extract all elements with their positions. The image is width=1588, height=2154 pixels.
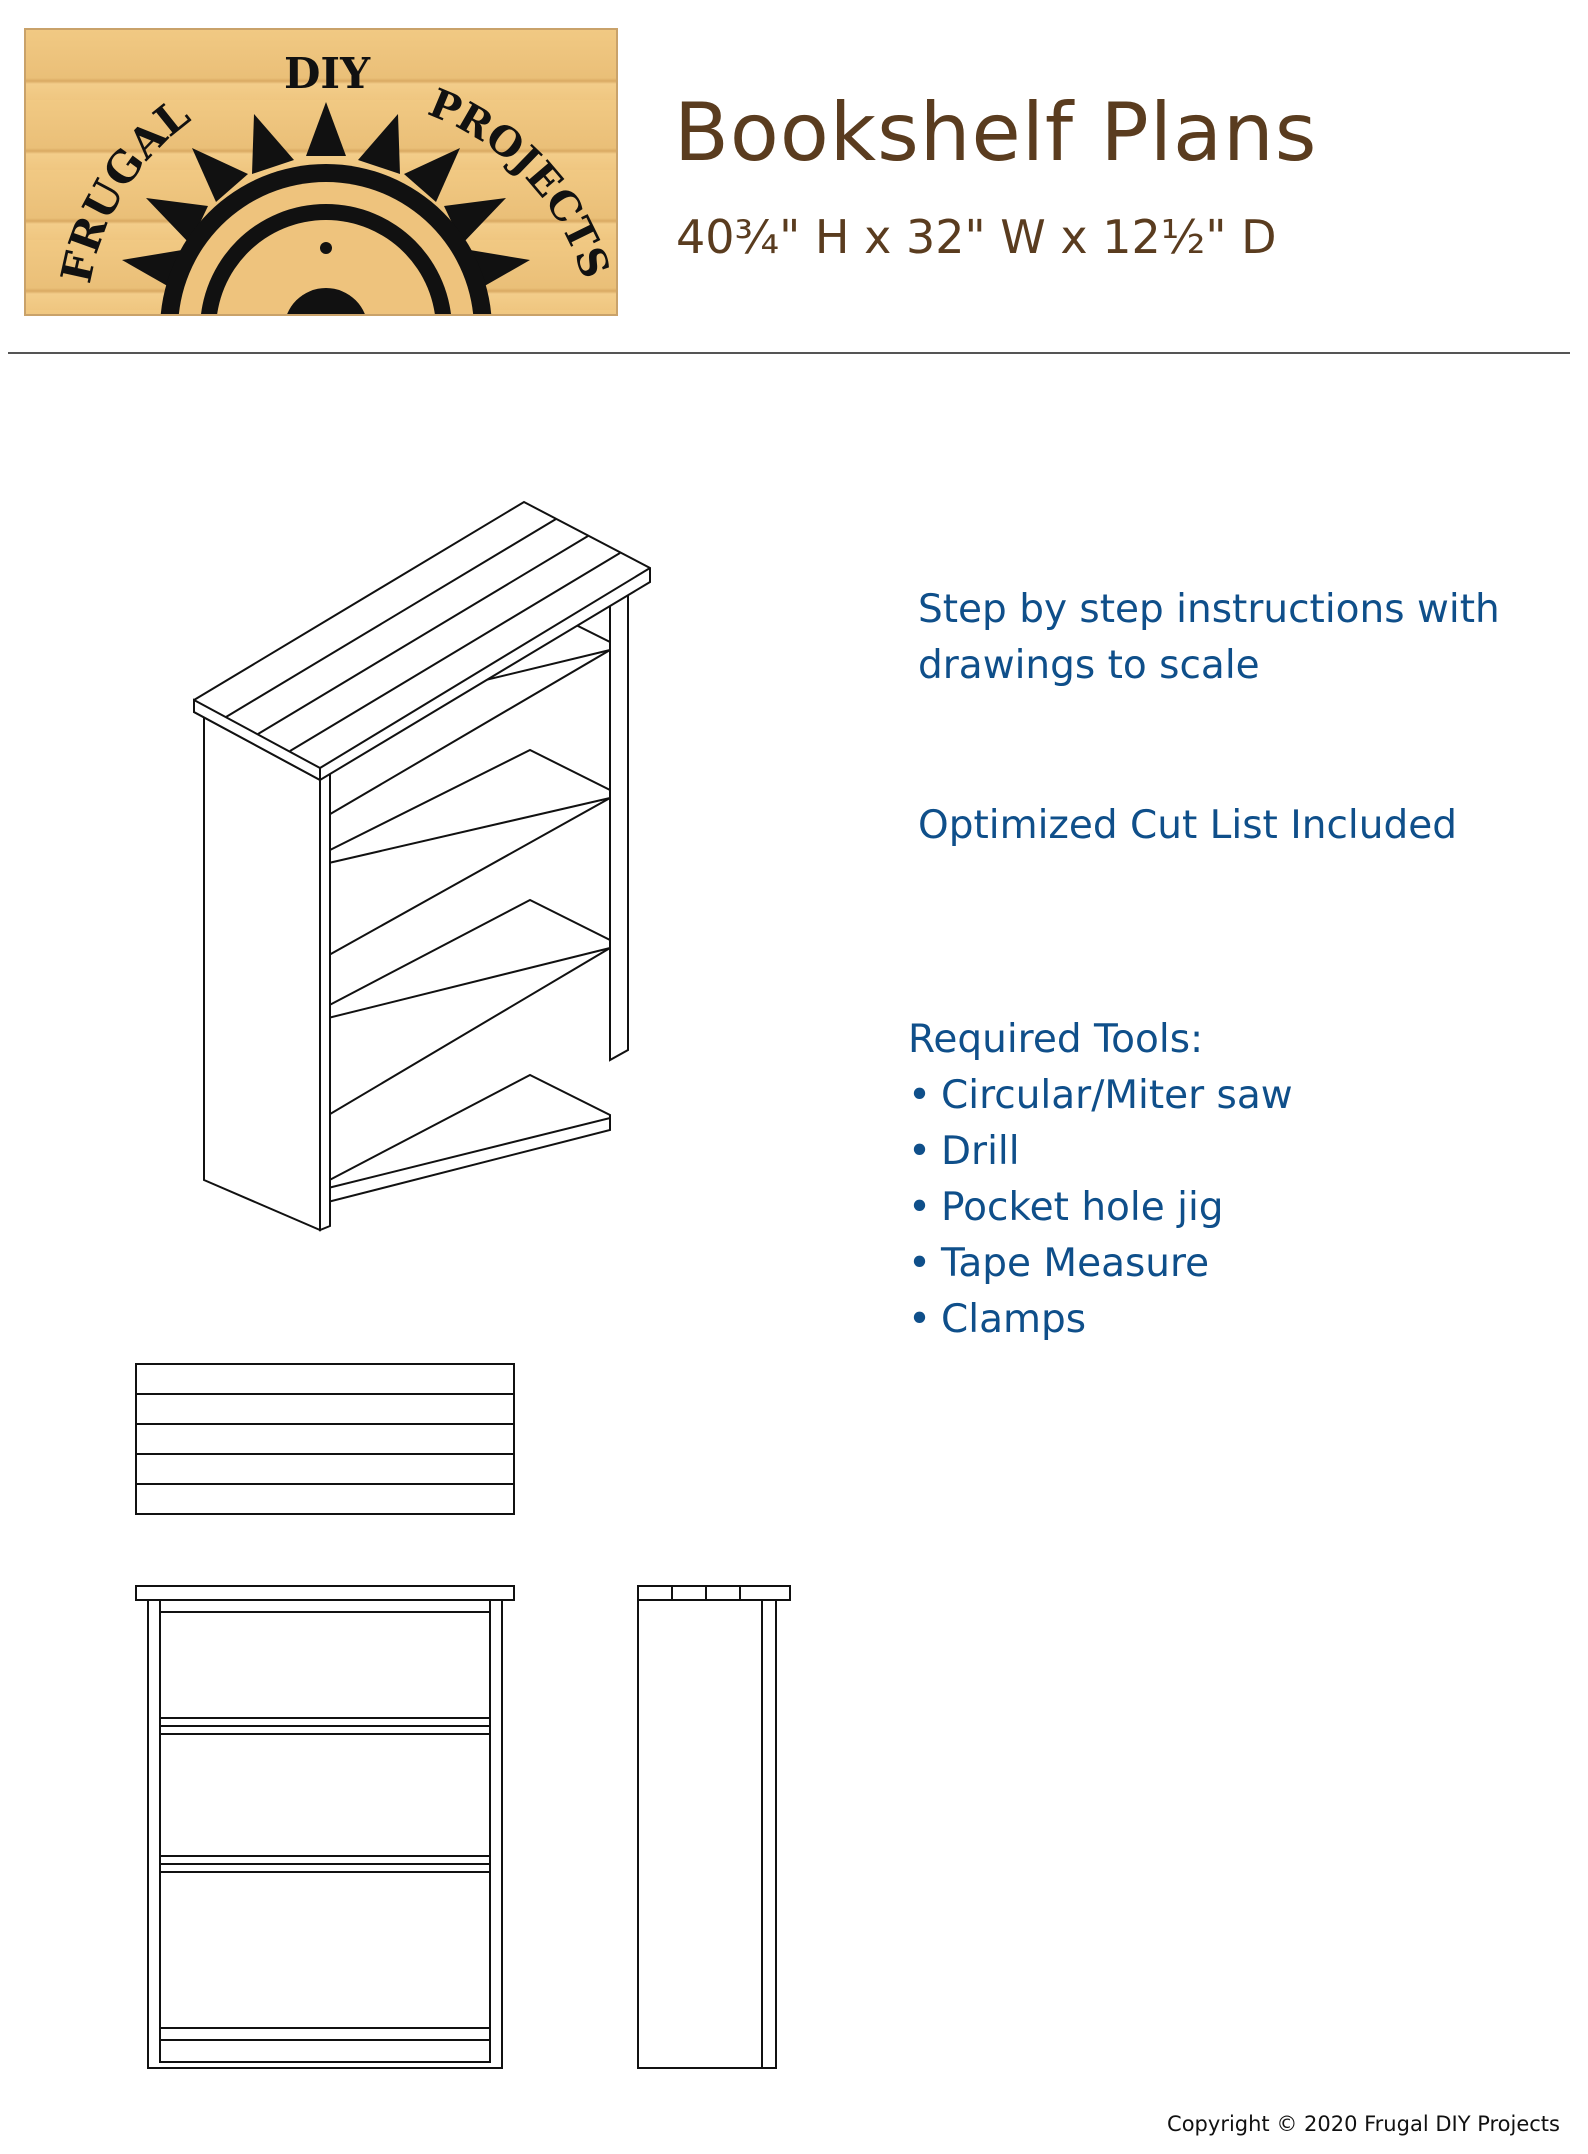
required-tools <box>908 1012 1548 1348</box>
side-view-drawing <box>634 1580 794 2072</box>
isometric-bookshelf-drawing <box>180 490 660 1250</box>
logo-word-projects: PROJECTS <box>422 79 619 284</box>
logo <box>24 28 618 316</box>
tool-item: • Pocket hole jig <box>908 1180 1548 1236</box>
tool-item: • Clamps <box>908 1292 1548 1348</box>
logo-word-diy: DIY <box>284 49 371 98</box>
logo-word-frugal: FRUGAL <box>51 89 199 287</box>
dimensions-subtitle: 40¾" H x 32" W x 12½" D <box>676 210 1277 264</box>
tools-heading: Required Tools: <box>908 1017 1204 1062</box>
header-divider <box>8 352 1570 354</box>
tool-item: • Drill <box>908 1124 1548 1180</box>
copyright: Copyright © 2020 Frugal DIY Projects <box>1167 2112 1560 2136</box>
feature-step-by-step: Step by step instructions with drawings to scale <box>918 587 1500 688</box>
tools-list <box>908 1068 1548 1348</box>
tool-item: • Tape Measure <box>908 1236 1548 1292</box>
top-view-drawing <box>134 1362 520 1518</box>
saw-blade-logo-icon <box>26 30 618 316</box>
feature-cut-list: Optimized Cut List Included <box>918 803 1457 848</box>
page-title: Bookshelf Plans <box>674 86 1318 179</box>
front-view-drawing <box>134 1580 520 2072</box>
tool-item: • Circular/Miter saw <box>908 1068 1548 1124</box>
